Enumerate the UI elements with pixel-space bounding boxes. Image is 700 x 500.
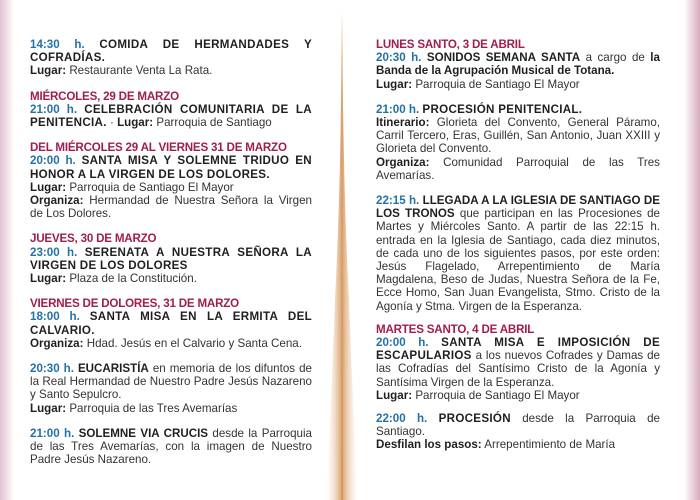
lugar-label: Lugar: bbox=[376, 388, 413, 402]
entry-eucaristia bbox=[30, 362, 312, 415]
event-time: 23:00 h. bbox=[30, 245, 78, 259]
lugar-value: Parroquia de las Tres Avemarías bbox=[69, 401, 238, 415]
event-title: LLEGADA A LA IGLESIA DE SANTIAGO DE LOS TRONOS bbox=[376, 194, 660, 221]
event-title: COMIDA DE HERMANDADES Y COFRADÍAS. bbox=[30, 38, 312, 65]
entry-penitencia-comunitaria bbox=[30, 90, 312, 130]
organiza-value: Hermandad de Nuestra Señora la Virgen de Los Dolores. bbox=[30, 194, 312, 221]
event-time: 18:00 h. bbox=[30, 310, 80, 324]
event-description: desde la Parroquia de Santiago. bbox=[376, 412, 660, 439]
center-divider-ornament bbox=[322, 0, 362, 500]
lugar-label: Lugar: bbox=[30, 180, 67, 194]
entry-comida-hermandades bbox=[30, 38, 312, 78]
event-title-continued: la Banda de la Agrupación Musical de Totana. bbox=[376, 51, 660, 78]
event-description: desde la Parroquia de las Tres Avemarías, con la imagen de Nuestro Padre Jesús Nazareno. bbox=[30, 426, 312, 467]
entry-procesion-martes bbox=[376, 412, 660, 452]
event-time: 21:00 h. bbox=[30, 426, 75, 440]
event-time: 20:00 h. bbox=[376, 336, 429, 350]
event-title: PROCESIÓN bbox=[438, 412, 511, 426]
right-page-edge bbox=[684, 0, 700, 500]
event-description: que participan en las Procesiones de Martes y Miércoles Santo. A partir de las 22:15 h. entrada en la Iglesia de Santiago, cada diez minutos, de cada uno de los siguientes pasos, por este orden: Jesús Flagelado, Arrepentimiento de María Magdalena, Beso de Judas, Nuestra Señora de la Fe, Ecce Homo, San Juan Evangelista, Stmo. Cristo de la Agonía y Stma. Virgen de la Esperanza. bbox=[376, 207, 660, 313]
entry-procesion-penitencial bbox=[376, 103, 660, 182]
event-title: SONIDOS SEMANA SANTA bbox=[426, 51, 581, 65]
section-date: LUNES SANTO, 3 DE ABRIL bbox=[376, 38, 525, 51]
left-page-edge bbox=[0, 0, 14, 500]
lugar-value: Parroquia de Santiago bbox=[156, 116, 272, 130]
event-title: SANTA MISA E IMPOSICIÓN DE ESCAPULARIOS bbox=[376, 336, 660, 363]
itinerario-label: Itinerario: bbox=[376, 116, 430, 130]
event-title: SERENATA A NUESTRA SEÑORA LA VIRGEN DE LOS DOLORES bbox=[30, 245, 312, 272]
event-time: 22:15 h. bbox=[376, 194, 420, 208]
event-time: 21:00 h. bbox=[376, 102, 420, 116]
event-title: CELEBRACIÓN COMUNITARIA DE LA PENITENCIA. bbox=[30, 102, 312, 130]
event-time: 20:30 h. bbox=[30, 362, 74, 376]
event-description: a cargo de bbox=[585, 51, 645, 65]
entry-via-crucis bbox=[30, 427, 312, 467]
event-time: 20:30 h. bbox=[376, 51, 422, 65]
event-title: EUCARISTÍA bbox=[77, 362, 149, 376]
organiza-value: Comunidad Parroquial de las Tres Avemarías. bbox=[376, 155, 660, 182]
entry-misa-calvario bbox=[30, 297, 312, 350]
separator: · bbox=[106, 116, 118, 130]
lugar-label: Lugar: bbox=[30, 401, 67, 415]
event-description: en memoria de los difuntos de la Real Hermandad de Nuestro Padre Jesús Nazareno y Santo Sepulcro. bbox=[30, 362, 312, 402]
desfilan-value: Arrepentimiento de María bbox=[484, 438, 616, 452]
event-title: SANTA MISA Y SOLEMNE TRIDUO EN HONOR A LA VIRGEN DE LOS DOLORES. bbox=[30, 154, 312, 181]
lugar-label: Lugar: bbox=[30, 64, 67, 78]
left-column bbox=[30, 38, 312, 466]
organiza-label: Organiza: bbox=[30, 336, 84, 350]
section-date: JUEVES, 30 DE MARZO bbox=[30, 232, 157, 246]
lugar-label: Lugar: bbox=[376, 77, 413, 91]
lugar-value: Parroquia de Santiago El Mayor bbox=[415, 388, 580, 402]
desfilan-label: Desfilan los pasos: bbox=[376, 438, 482, 452]
entry-llegada-tronos bbox=[376, 194, 660, 313]
itinerario-value: Glorieta del Convento, General Páramo, Carril Tercero, Eras, Guillén, San Antonio, Juan XXIII y Glorieta del Convento. bbox=[376, 116, 660, 156]
organiza-label: Organiza: bbox=[376, 155, 430, 169]
event-title: SANTA MISA EN LA ERMITA DEL CALVARIO. bbox=[30, 310, 312, 337]
organiza-value: Hdad. Jesús en el Calvario y Santa Cena. bbox=[86, 336, 302, 350]
event-time: 22:00 h. bbox=[376, 412, 428, 426]
entry-sonidos-semana-santa bbox=[376, 38, 660, 91]
event-description: a los nuevos Cofrades y Damas de las Cofradías del Santísimo Cristo de la Agonía y Santísima Virgen de la Esperanza. bbox=[376, 349, 660, 389]
section-date: DEL MIÉRCOLES 29 AL VIERNES 31 DE MARZO bbox=[30, 141, 287, 155]
entry-imposicion-escapularios bbox=[376, 323, 660, 402]
event-time: 20:00 h. bbox=[30, 154, 76, 168]
event-title: SOLEMNE VIA CRUCIS bbox=[78, 426, 209, 440]
right-column bbox=[376, 38, 660, 452]
section-date: MARTES SANTO, 4 DE ABRIL bbox=[376, 322, 535, 336]
lugar-label: Lugar: bbox=[117, 116, 154, 130]
section-date: MIÉRCOLES, 29 DE MARZO bbox=[30, 89, 179, 103]
lugar-value: Plaza de la Constitución. bbox=[69, 272, 197, 286]
entry-serenata bbox=[30, 232, 312, 285]
section-date: VIERNES DE DOLORES, 31 DE MARZO bbox=[30, 297, 239, 311]
lugar-value: Restaurante Venta La Rata. bbox=[69, 64, 213, 78]
event-title: PROCESIÓN PENITENCIAL. bbox=[422, 102, 583, 116]
event-time: 21:00 h. bbox=[30, 102, 78, 116]
entry-triduo-dolores bbox=[30, 141, 312, 220]
lugar-value: Parroquia de Santiago El Mayor bbox=[415, 77, 580, 91]
organiza-label: Organiza: bbox=[30, 194, 84, 208]
event-time: 14:30 h. bbox=[30, 38, 85, 51]
lugar-label: Lugar: bbox=[30, 272, 67, 286]
lugar-value: Parroquia de Santiago El Mayor bbox=[69, 180, 234, 194]
